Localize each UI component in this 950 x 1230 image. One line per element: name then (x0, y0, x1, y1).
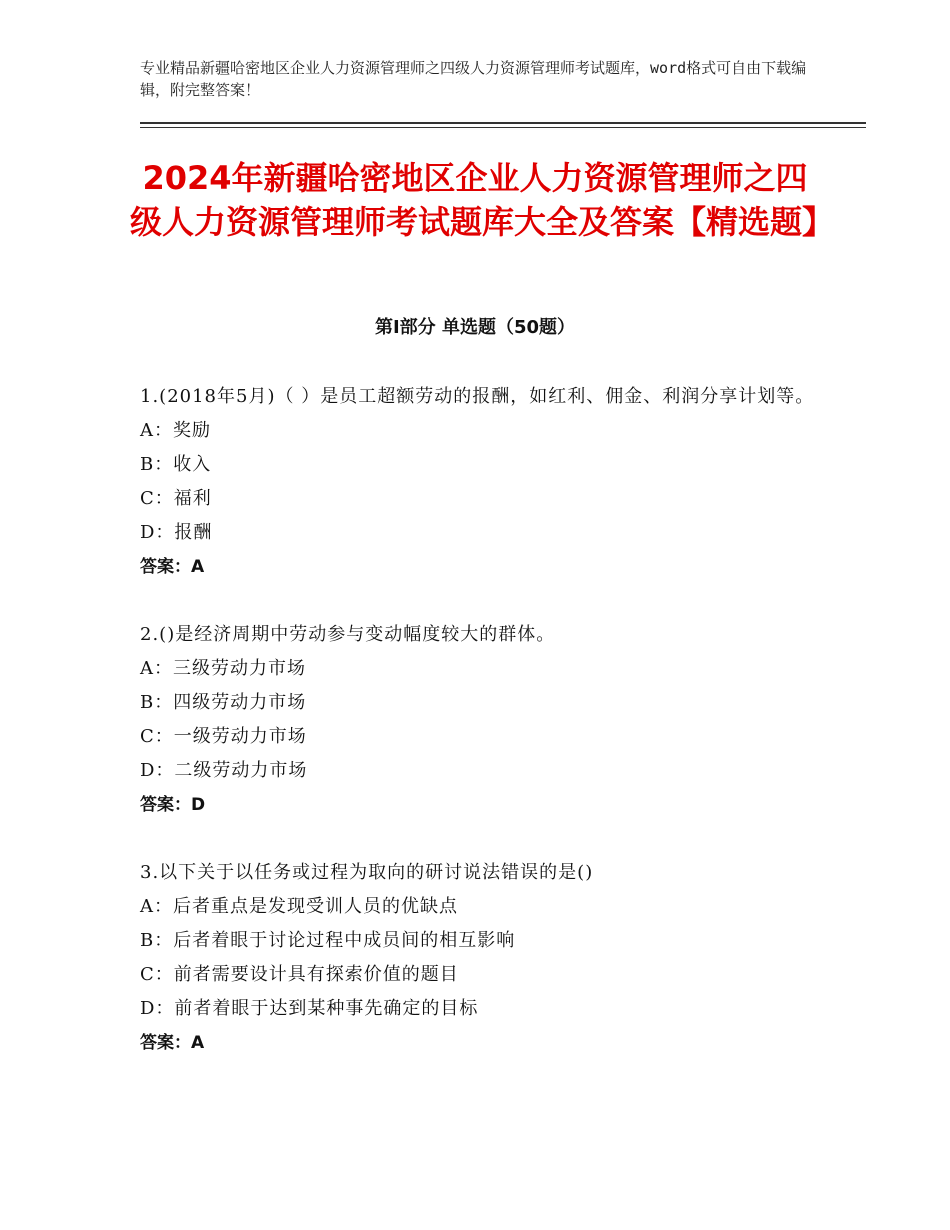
question-stem: 3.以下关于以任务或过程为取向的研讨说法错误的是() (140, 862, 594, 883)
answer-label: 答案：D (140, 795, 206, 815)
option-d: D：二级劳动力市场 (140, 760, 308, 781)
option-a: A：后者重点是发现受训人员的优缺点 (140, 896, 458, 917)
question-2 (140, 618, 820, 822)
option-d: D：前者着眼于达到某种事先确定的目标 (140, 998, 479, 1019)
question-stem: 2.()是经济周期中劳动参与变动幅度较大的群体。 (140, 624, 556, 645)
option-d: D：报酬 (140, 522, 213, 543)
header-divider-thin (140, 127, 866, 128)
answer-label: 答案：A (140, 1033, 205, 1053)
option-b: B：后者着眼于讨论过程中成员间的相互影响 (140, 930, 516, 951)
option-b: B：四级劳动力市场 (140, 692, 307, 713)
option-a: A：三级劳动力市场 (140, 658, 306, 679)
question-list (140, 380, 820, 1094)
answer-label: 答案：A (140, 557, 205, 577)
header-note: 专业精品新疆哈密地区企业人力资源管理师之四级人力资源管理师考试题库，word格式可自由下载编辑，附完整答案！ (140, 59, 807, 99)
document-title: 2024年新疆哈密地区企业人力资源管理师之四级人力资源管理师考试题库大全及答案【精选题】 (130, 159, 835, 241)
section-heading: 第Ⅰ部分 单选题（50题） (374, 317, 575, 338)
question-3 (140, 856, 820, 1060)
option-a: A：奖励 (140, 420, 211, 441)
option-c: C：一级劳动力市场 (140, 726, 307, 747)
option-b: B：收入 (140, 454, 212, 475)
question-stem: 1.(2018年5月)（ ）是员工超额劳动的报酬，如红利、佣金、利润分享计划等。 (140, 386, 815, 407)
option-c: C：福利 (140, 488, 212, 509)
option-c: C：前者需要设计具有探索价值的题目 (140, 964, 459, 985)
question-1 (140, 380, 820, 584)
header-divider-thick (140, 122, 866, 124)
